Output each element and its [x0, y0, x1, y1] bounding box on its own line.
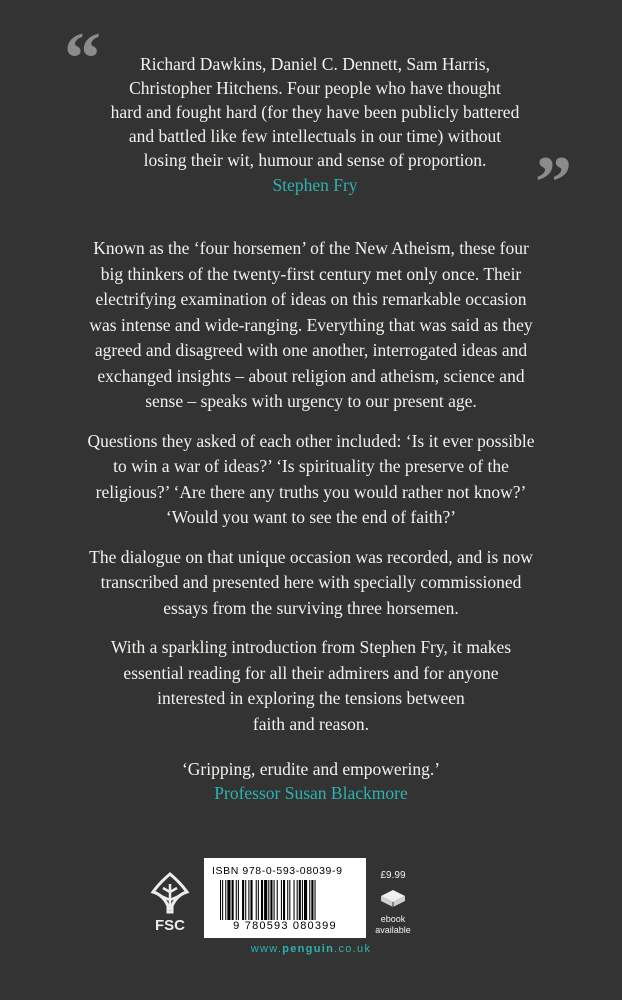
- ebook-line: available: [375, 925, 411, 935]
- text-line: faith and reason.: [252, 713, 370, 734]
- quote-line: Christopher Hitchens. Four people who have thought: [129, 78, 501, 98]
- fsc-label: FSC: [155, 917, 185, 934]
- barcode-bar: [270, 880, 272, 920]
- barcode-bar: [274, 880, 275, 920]
- barcode-bar: [227, 880, 230, 920]
- barcode-digits: 9 780593 080399: [233, 920, 337, 932]
- barcode-bar: [315, 880, 316, 920]
- barcode-bar: [248, 880, 249, 920]
- barcode-bar: [222, 880, 223, 920]
- description: [62, 236, 560, 751]
- barcode-bar: [281, 880, 282, 920]
- text-line: electrifying examination of ideas on this remarkable occasion: [95, 289, 527, 309]
- description-paragraph-2: [62, 429, 560, 531]
- text-line: essays from the surviving three horsemen.: [163, 597, 459, 618]
- barcode-bar: [264, 880, 267, 920]
- text-line: agreed and disagreed with one another, interrogated ideas and: [94, 340, 528, 360]
- barcode-bar: [220, 880, 221, 920]
- barcode-bar: [250, 880, 252, 920]
- blurb-quote: ‘Gripping, erudite and empowering.’: [181, 759, 441, 779]
- barcode-bars: [220, 880, 350, 920]
- text-line: transcribed and presented here with specially commissioned: [100, 572, 522, 592]
- top-quote-text: [70, 40, 560, 172]
- publisher-url[interactable]: [0, 943, 622, 955]
- text-line: interested in exploring the tensions between: [157, 688, 465, 708]
- url-brand: penguin: [282, 943, 335, 955]
- barcode-bar: [232, 880, 234, 920]
- text-line: Questions they asked of each other included: ‘Is it ever possible: [87, 430, 535, 451]
- barcode-bar: [242, 880, 244, 920]
- barcode-bar: [299, 880, 301, 920]
- description-paragraph-3: [62, 545, 560, 622]
- barcode-bar: [283, 880, 285, 920]
- ebook-available-label: [370, 914, 416, 936]
- barcode-bar: [236, 880, 237, 920]
- text-line: With a sparkling introduction from Stephen Fry, it makes: [110, 637, 512, 657]
- top-quote: [64, 18, 572, 224]
- review-blurb: [90, 757, 532, 805]
- barcode-bar: [289, 880, 290, 920]
- url-suffix: .co.uk: [334, 943, 372, 955]
- barcode-bar: [277, 880, 278, 920]
- quote-line: losing their wit, humour and sense of proportion.: [143, 150, 487, 170]
- quote-line: Richard Dawkins, Daniel C. Dennett, Sam Harris,: [140, 54, 490, 74]
- barcode: [204, 858, 366, 938]
- text-line: The dialogue on that unique occasion was recorded, and is now: [89, 546, 533, 567]
- barcode-bar: [297, 880, 298, 920]
- barcode-bar: [268, 880, 269, 920]
- text-line: was intense and wide-ranging. Everything that was said as they: [89, 314, 533, 335]
- open-quote-mark: “: [64, 18, 101, 100]
- text-line: sense – speaks with urgency to our present age.: [145, 391, 477, 411]
- quote-attribution: Stephen Fry: [272, 175, 358, 195]
- ebook-line: ebook: [380, 914, 406, 924]
- text-line: exchanged insights – about religion and atheism, science and: [97, 365, 525, 386]
- ebook-icon: [378, 886, 408, 912]
- text-line: Known as the ‘four horsemen’ of the New Atheism, these four: [93, 238, 529, 258]
- barcode-bar: [302, 880, 303, 920]
- barcode-bar: [258, 880, 259, 920]
- text-line: to win a war of ideas?’ ‘Is spirituality the preserve of the: [113, 456, 509, 476]
- blurb-attribution: Professor Susan Blackmore: [214, 783, 408, 803]
- barcode-bar: [256, 880, 257, 920]
- text-line: ‘Would you want to see the end of faith?’: [165, 507, 457, 527]
- barcode-bar: [294, 880, 295, 920]
- barcode-bar: [245, 880, 246, 920]
- url-prefix: www.: [250, 943, 283, 955]
- barcode-bar: [261, 880, 263, 920]
- quote-line: hard and fought hard (for they have been publicly battered: [110, 102, 520, 122]
- barcode-bar: [287, 880, 288, 920]
- close-quote-mark: ”: [535, 142, 572, 224]
- quote-line: and battled like few intellectuals in our time) without: [128, 126, 502, 146]
- barcode-bar: [304, 880, 307, 920]
- barcode-bar: [309, 880, 310, 920]
- isbn-text: ISBN 978-0-593-08039-9: [212, 865, 343, 877]
- text-line: big thinkers of the twenty-first century met only once. Their: [100, 263, 522, 284]
- text-line: essential reading for all their admirers and for anyone: [123, 662, 499, 683]
- text-line: religious?’ ‘Are there any truths you would rather not know?’: [95, 481, 527, 502]
- fsc-logo-icon: [145, 872, 195, 934]
- barcode-bar: [225, 880, 226, 920]
- description-paragraph-4: [62, 635, 560, 737]
- description-paragraph-1: [62, 236, 560, 415]
- barcode-bar: [311, 880, 313, 920]
- price: £9.99: [380, 870, 406, 881]
- barcode-bar: [238, 880, 239, 920]
